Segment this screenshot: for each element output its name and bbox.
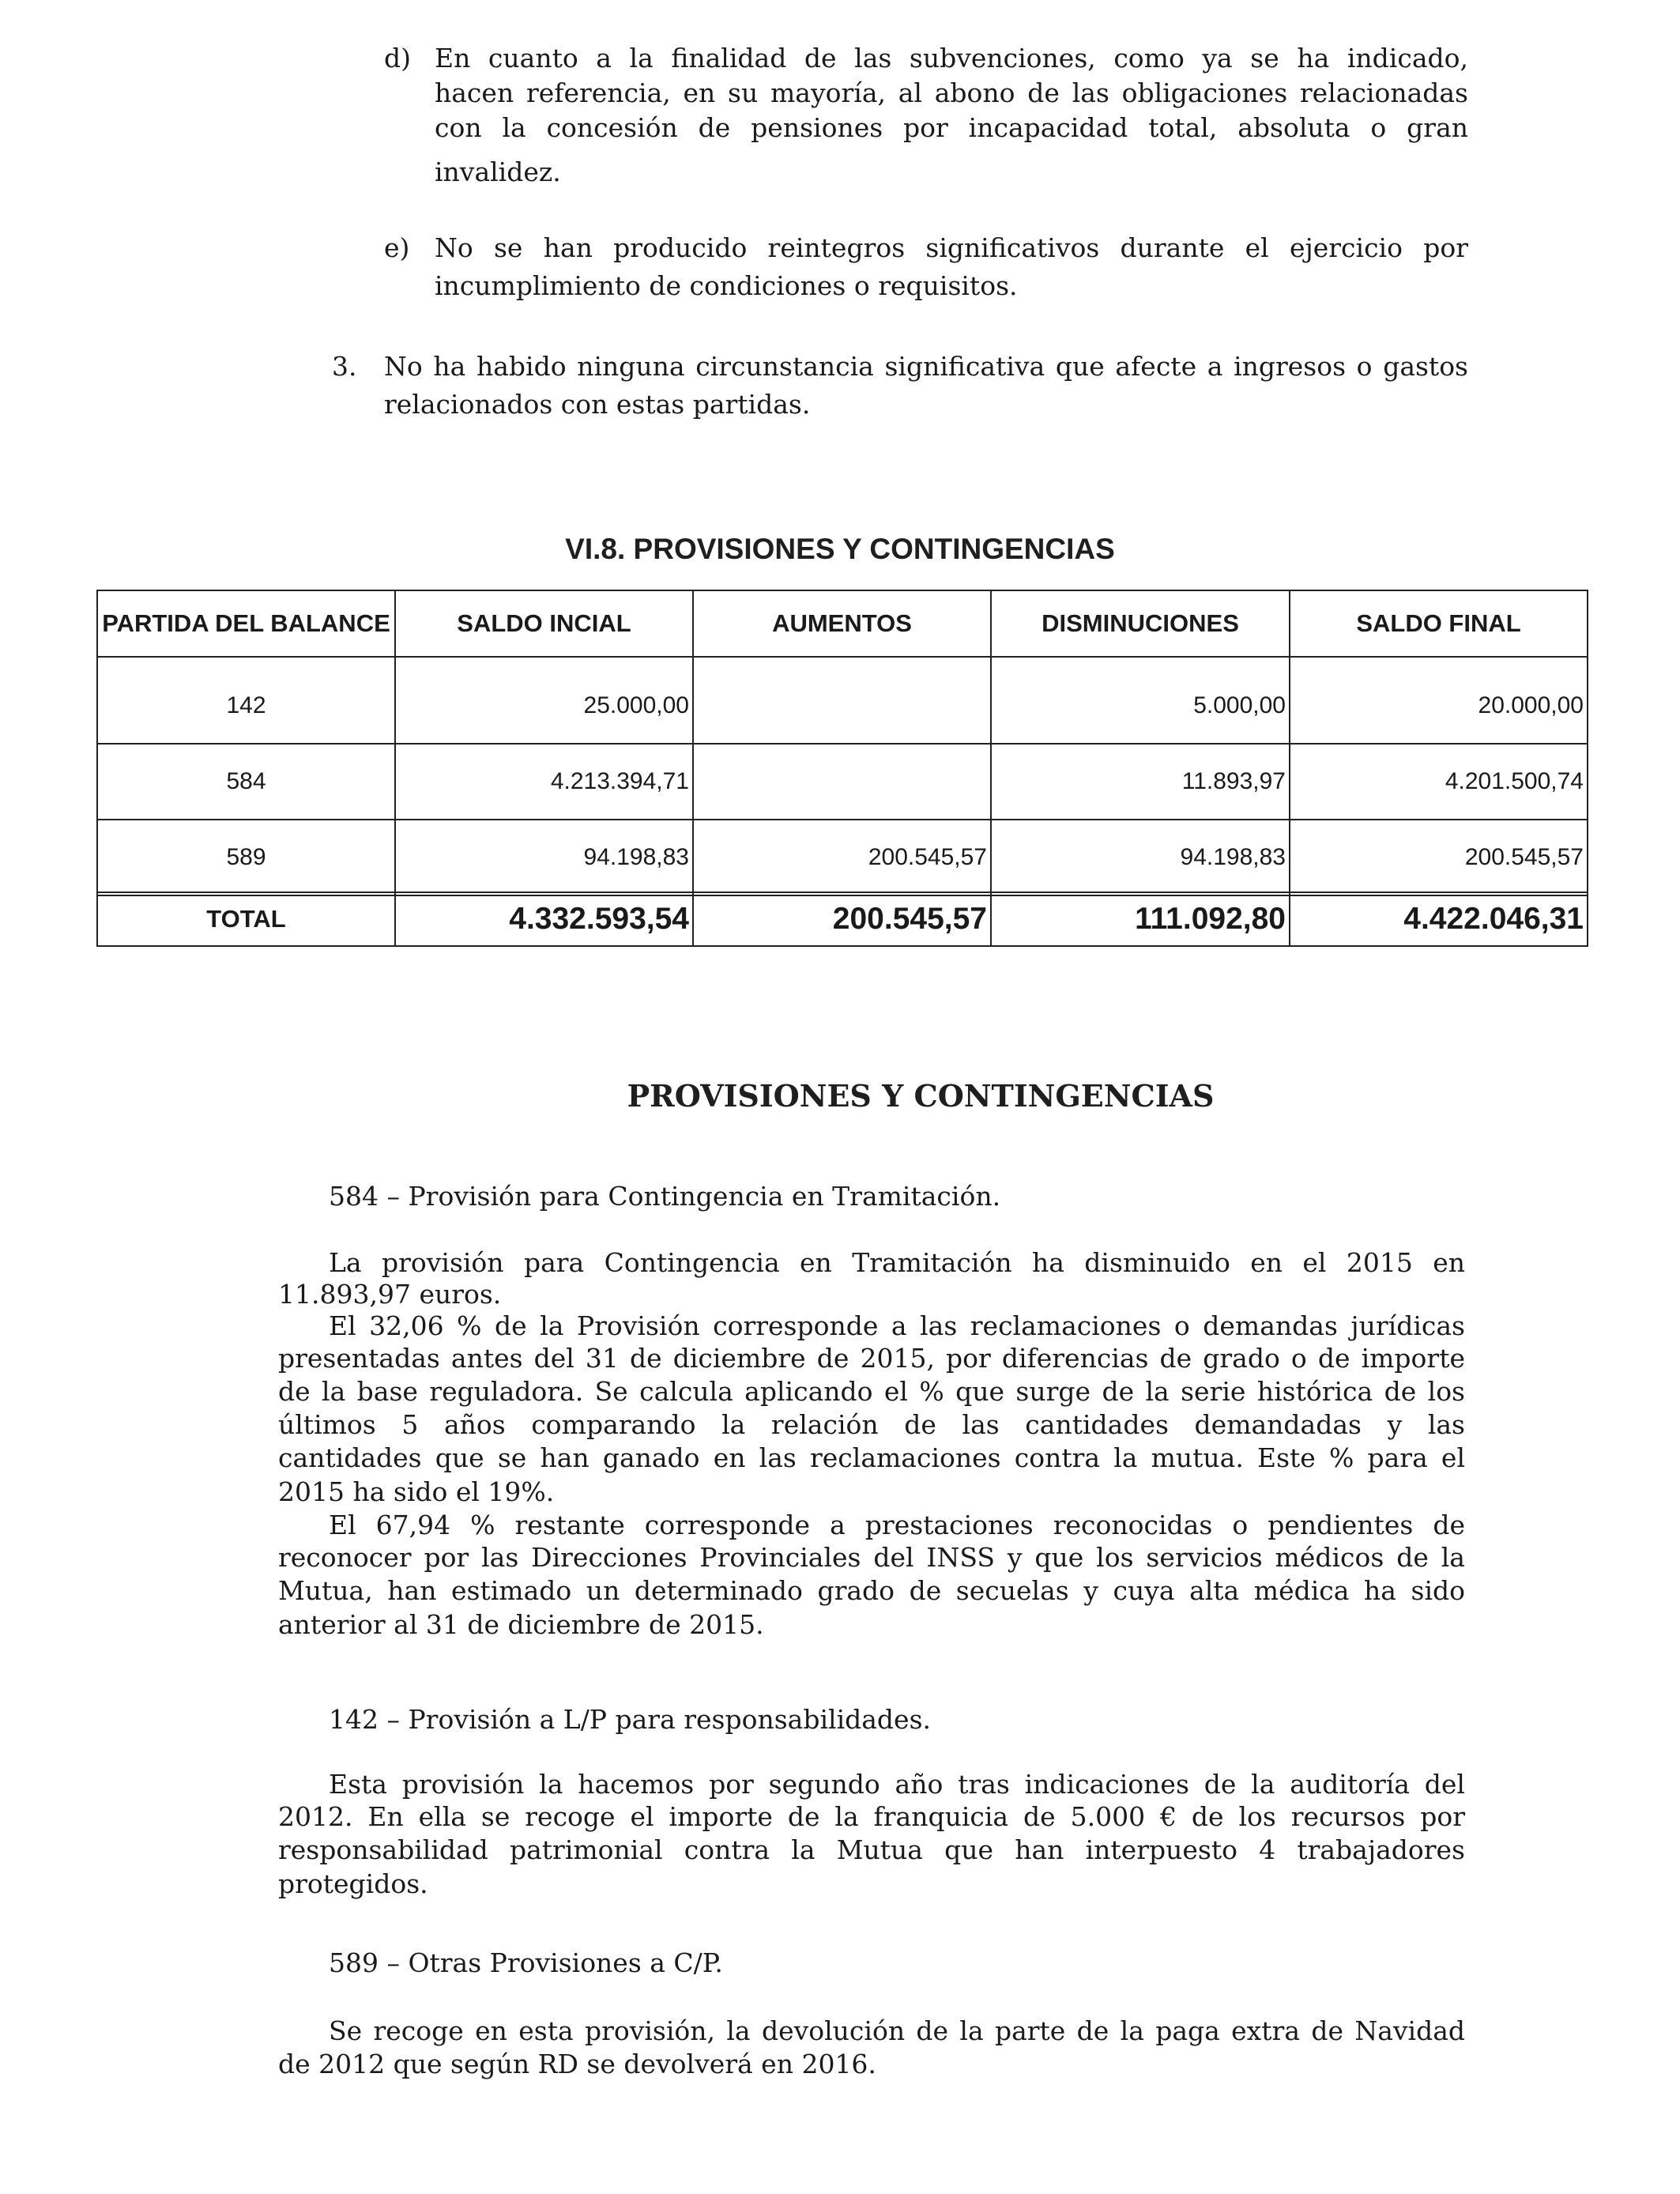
total-row: TOTAL 4.332.593,54 200.545,57 111.092,80 4.422.046,31 bbox=[97, 892, 1588, 946]
provisions-table bbox=[96, 590, 1588, 896]
provisions-total-table bbox=[96, 892, 1588, 947]
list-item-text-end: invalidez. bbox=[435, 156, 561, 187]
table-row: 589 94.198,83 200.545,57 94.198,83 200.545,57 bbox=[97, 820, 1588, 895]
list-item-text-end: relacionados con estas partidas. bbox=[384, 389, 811, 420]
list-marker: 3. bbox=[332, 351, 357, 382]
section-title: PROVISIONES Y CONTINGENCIAS bbox=[627, 1078, 1215, 1114]
header-saldo-final: SALDO FINAL bbox=[1290, 590, 1588, 657]
list-item-text: En cuanto a la finalidad de las subvenciones, como ya se ha indicado, hacen referencia, en su mayoría, al abono de las obligaciones relacionadas con la concesión de pensiones por incapacidad total, absoluta o gran bbox=[435, 43, 1468, 143]
list-item-text: No se han producido reintegros significativos durante el ejercicio por bbox=[435, 232, 1468, 263]
table-row: 584 4.213.394,71 11.893,97 4.201.500,74 bbox=[97, 744, 1588, 820]
table-title: VI.8. PROVISIONES Y CONTINGENCIAS bbox=[565, 533, 1115, 565]
list-item-text-end: incumplimiento de condiciones o requisitos. bbox=[435, 270, 1018, 301]
header-saldo-inicial: SALDO INCIAL bbox=[395, 590, 693, 657]
list-marker: e) bbox=[384, 232, 410, 263]
subheading-584: 584 – Provisión para Contingencia en Tramitación. bbox=[329, 1181, 1001, 1212]
header-partida: PARTIDA DEL BALANCE bbox=[97, 590, 395, 657]
subheading-142: 142 – Provisión a L/P para responsabilidades. bbox=[329, 1704, 931, 1735]
list-marker: d) bbox=[384, 43, 411, 74]
header-disminuciones: DISMINUCIONES bbox=[991, 590, 1290, 657]
subheading-589: 589 – Otras Provisiones a C/P. bbox=[329, 1947, 723, 1978]
header-aumentos: AUMENTOS bbox=[693, 590, 991, 657]
table-row: 142 25.000,00 5.000,00 20.000,00 bbox=[97, 657, 1588, 744]
list-item-text: No ha habido ninguna circunstancia significativa que afecte a ingresos o gastos bbox=[384, 351, 1468, 382]
